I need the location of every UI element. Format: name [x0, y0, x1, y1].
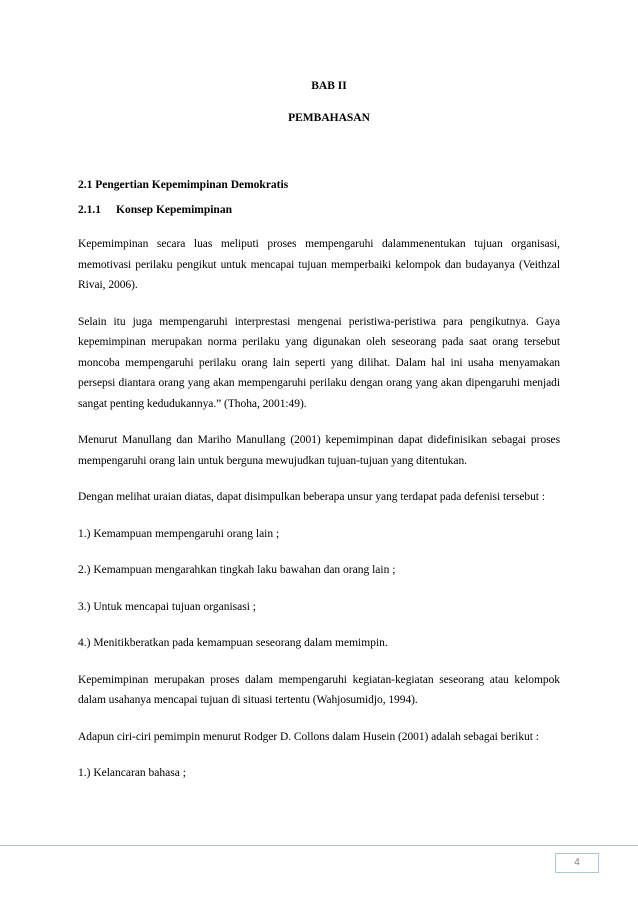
subsection-heading: [78, 200, 560, 221]
list-item: 1.) Kelancaran bahasa ;: [78, 767, 186, 779]
paragraph: Dengan melihat uraian diatas, dapat disimpulkan beberapa unsur yang terdapat pada defenisi tersebut :: [78, 491, 545, 503]
list-item: 1.) Kemampuan mempengaruhi orang lain ;: [78, 527, 280, 540]
footer-divider: [0, 845, 638, 846]
paragraph: Kepemimpinan secara luas meliputi proses mempengaruhi dalammenentukan tujuan organisasi, memotivasi perilaku pengikut untuk mencapai tujuan memperbaiki kelompok dan budayanya (Veithzal Rivai, 2006).: [78, 238, 560, 291]
paragraph: Menurut Manullang dan Mariho Manullang (2001) kepemimpinan dapat didefinisikan sebagai proses mempengaruhi orang lain untuk berguna mewujudkan tujuan-tujuan yang ditentukan.: [78, 434, 560, 467]
list-item: 3.) Untuk mencapai tujuan organisasi ;: [78, 600, 256, 613]
section-heading: 2.1 Pengertian Kepemimpinan Demokratis: [78, 179, 289, 191]
subsection-number: 2.1.1: [78, 203, 101, 216]
chapter-number: BAB II: [311, 80, 347, 92]
list-item: 2.) Kemampuan mengarahkan tingkah laku bawahan dan orang lain ;: [78, 564, 396, 576]
list-item: 4.) Menitikberatkan pada kemampuan seseorang dalam memimpin.: [78, 637, 388, 649]
page-number: 4: [555, 853, 599, 873]
chapter-title: PEMBAHASAN: [288, 112, 370, 124]
paragraph: Selain itu juga mempengaruhi interprestasi mengenai peristiwa-peristiwa para pengikutnya. Gaya kepemimpinan merupakan norma perilaku yang digunakan oleh seseorang pada saat orang tersebut moncoba mempengaruhi perilaku orang lain seperti yang dilihat. Dalam hal ini usaha menyamakan persepsi diantara orang yang akan mempengaruhi perilaku dengan orang yang akan dipengaruhi menjadi sangat penting kedudukannya.” (Thoha, 2001:49).: [78, 315, 560, 410]
page-content: [78, 175, 560, 784]
subsection-title: Konsep Kepemimpinan: [116, 203, 232, 216]
paragraph: Adapun ciri-ciri pemimpin menurut Rodger D. Collons dalam Husein (2001) adalah sebagai berikut :: [78, 730, 539, 743]
paragraph: Kepemimpinan merupakan proses dalam mempengaruhi kegiatan-kegiatan seseorang atau kelompok dalam usahanya mencapai tujuan di situasi tertentu (Wahjosumidjo, 1994).: [78, 673, 560, 706]
